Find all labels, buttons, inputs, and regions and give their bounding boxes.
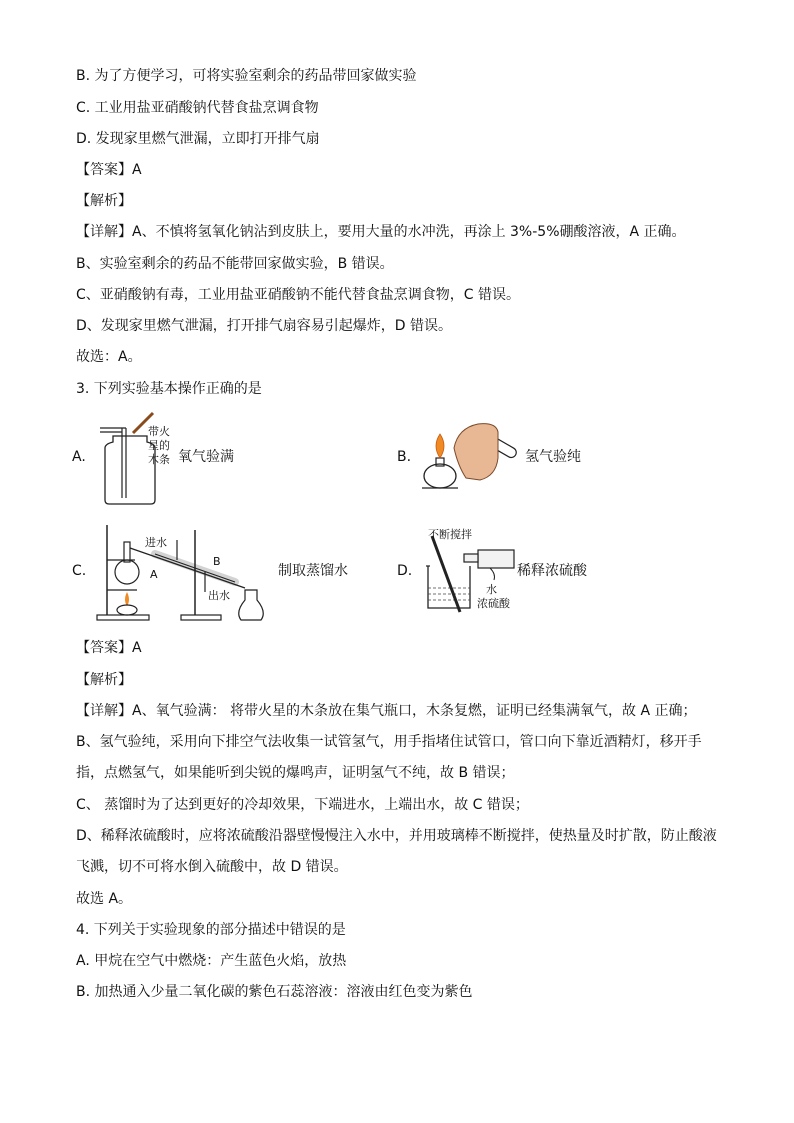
question-4-title: 4. 下列关于实验现象的部分描述中错误的是 xyxy=(76,922,346,938)
choice-text: 故选：A。 xyxy=(76,349,142,365)
figure-a-caption: 氧气验满 xyxy=(178,449,234,465)
figure-d-stir-label: 不断搅拌 xyxy=(428,528,472,541)
analysis-label: 【解析】 xyxy=(76,193,132,209)
detail-d-text-2-cont: 飞溅，切不可将水倒入硫酸中，故 D 错误。 xyxy=(76,859,348,875)
figure-c-out-water-label: 出水 xyxy=(208,589,230,602)
detail-b-text-2-cont: 指，点燃氢气，如果能听到尖锐的爆鸣声，证明氢气不纯，故 B 错误； xyxy=(76,765,515,781)
figure-a-splint-label-3: 木条 xyxy=(148,453,170,466)
question-3-title: 3. 下列实验基本操作正确的是 xyxy=(76,381,262,397)
figure-c-letter: C. xyxy=(72,563,87,579)
figure-a-letter: A. xyxy=(72,449,86,465)
option-b-text: B. 为了方便学习，可将实验室剩余的药品带回家做实验 xyxy=(76,68,417,84)
figure-c-caption: 制取蒸馏水 xyxy=(278,563,348,579)
figure-d-caption: 稀释浓硫酸 xyxy=(517,563,587,579)
option-c-text: C. 工业用盐亚硝酸钠代替食盐烹调食物 xyxy=(76,100,319,116)
detail-b-text: B、实验室剩余的药品不能带回家做实验，B 错误。 xyxy=(76,256,394,272)
detail-d-text-2: D、稀释浓硫酸时，应将浓硫酸沿器壁慢慢注入水中，并用玻璃棒不断搅拌，使热量及时扩散，防止酸液 xyxy=(76,828,717,844)
detail-a-text-2: 【详解】A、氧气验满： 将带火星的木条放在集气瓶口，木条复燃，证明已经集满氧气，故 A 正确； xyxy=(76,703,697,719)
figure-b-letter: B. xyxy=(397,449,412,465)
q4-option-b: B. 加热通入少量二氧化碳的紫色石蕊溶液：溶液由红色变为紫色 xyxy=(76,984,473,1000)
figure-d-letter: D. xyxy=(397,563,413,579)
detail-b-text-2: B、氢气验纯，采用向下排空气法收集一试管氢气，用手指堵住试管口，管口向下靠近酒精灯，移开手 xyxy=(76,734,702,750)
analysis-label-2: 【解析】 xyxy=(76,672,132,688)
detail-c-text-2: C、 蒸馏时为了达到更好的冷却效果，下端进水，上端出水，故 C 错误； xyxy=(76,797,529,813)
figure-c-distillation-diagram xyxy=(95,520,280,625)
figure-b-caption: 氢气验纯 xyxy=(525,449,581,465)
figure-a-splint-label-1: 带火 xyxy=(148,425,170,438)
figure-c-mark-a: A xyxy=(150,568,158,581)
figure-c-mark-b: B xyxy=(213,555,221,568)
option-d-text: D. 发现家里燃气泄漏，立即打开排气扇 xyxy=(76,131,320,147)
choice-text-2: 故选 A。 xyxy=(76,891,133,907)
detail-d-text: D、发现家里燃气泄漏，打开排气扇容易引起爆炸，D 错误。 xyxy=(76,318,453,334)
detail-a-text: 【详解】A、不慎将氢氧化钠沾到皮肤上，要用大量的水冲洗，再涂上 3%-5%硼酸溶液，A 正确。 xyxy=(76,224,686,240)
figure-a-gas-bottle-diagram xyxy=(95,418,185,508)
q4-option-a: A. 甲烷在空气中燃烧：产生蓝色火焰，放热 xyxy=(76,953,347,969)
figure-c-in-water-label: 进水 xyxy=(145,536,167,549)
figure-a-splint-label-2: 星的 xyxy=(148,439,170,452)
figure-d-acid-label: 浓硫酸 xyxy=(477,597,510,610)
answer-label-2: 【答案】A xyxy=(76,640,142,656)
detail-c-text: C、亚硝酸钠有毒，工业用盐亚硝酸钠不能代替食盐烹调食物，C 错误。 xyxy=(76,287,520,303)
answer-label: 【答案】A xyxy=(76,162,142,178)
figure-d-water-label: 水 xyxy=(486,583,497,596)
figure-b-alcohol-lamp-hand-diagram xyxy=(418,418,518,493)
